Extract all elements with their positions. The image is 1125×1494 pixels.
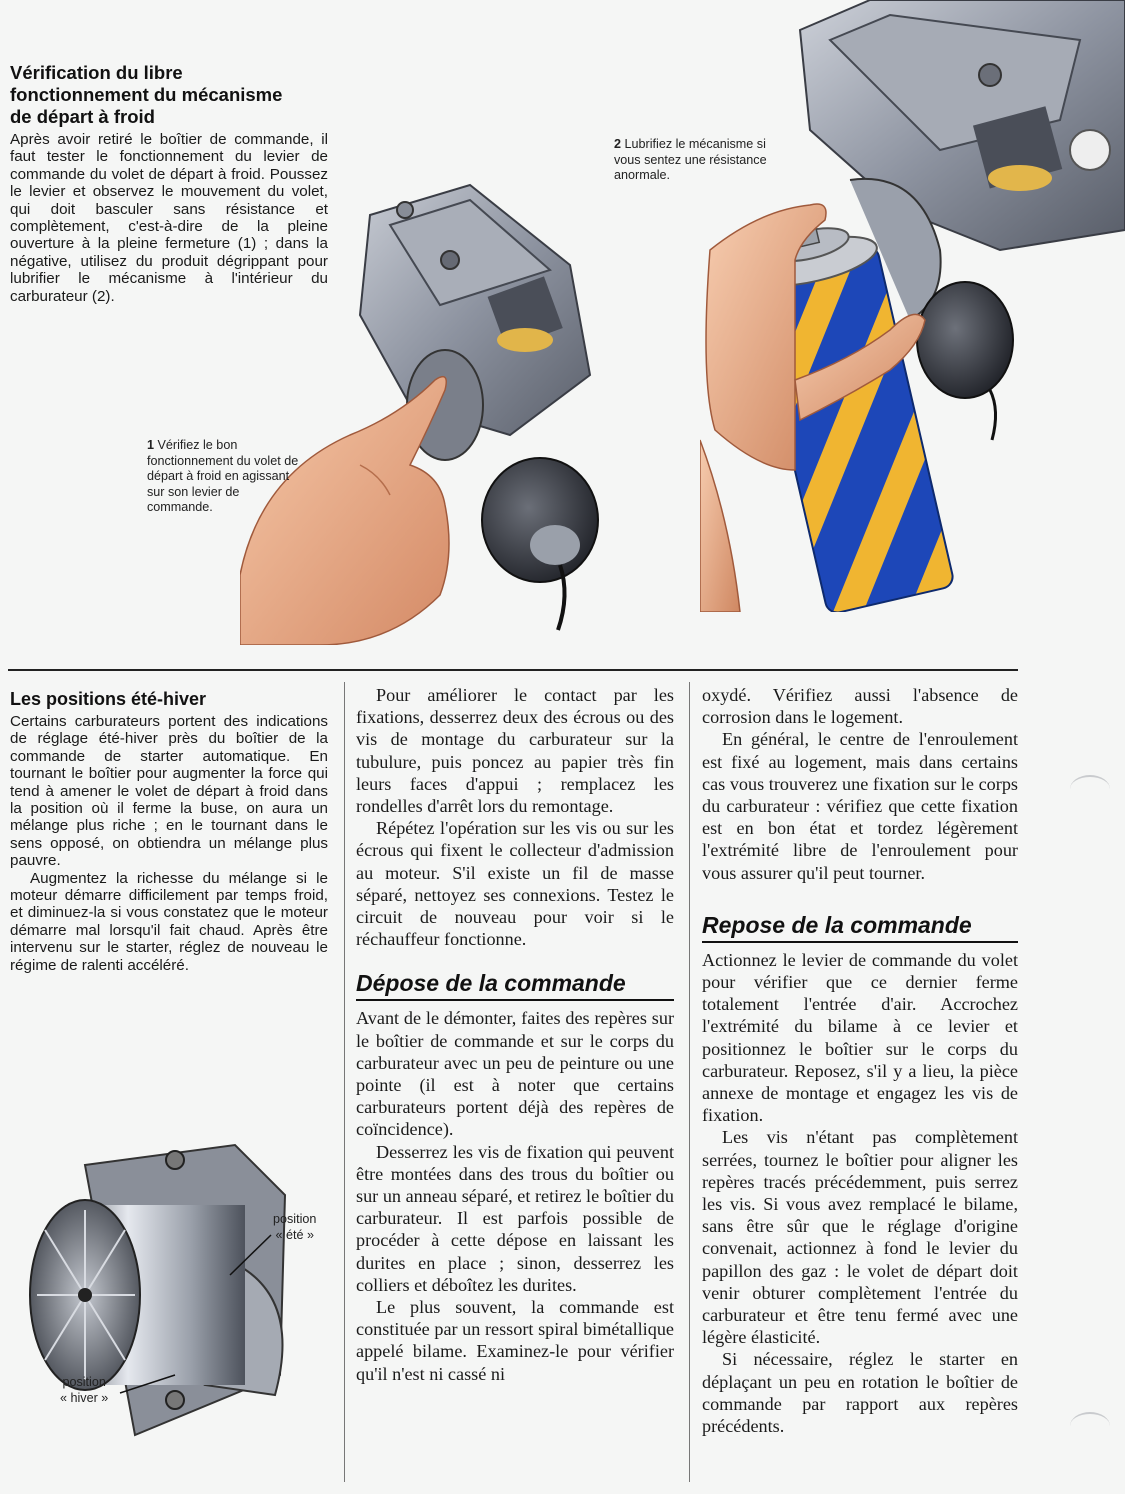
heading-depose: [356, 970, 674, 1001]
left-paragraph-2: Augmentez la richesse du mélange si le moteur démarre difficilement par temps froid, et diminuez-la si vous constatez que le moteur démarre mal lorsqu'il fait chaud. Après être intervenu sur le starter, réglez de nouveau le régime de ralenti accéléré.: [10, 869, 328, 974]
right-paragraph-1: oxydé. Vérifiez aussi l'absence de corrosion dans le logement.: [702, 685, 1018, 728]
label-ete-line-2: « été »: [275, 1227, 314, 1242]
label-position-ete: [273, 1212, 316, 1243]
middle-paragraph-5: Le plus souvent, la commande est constituée par un ressort spiral bimétallique appelé bilame. Examinez-le pour vérifier qu'il n'est ni cassé ni: [356, 1297, 674, 1384]
right-paragraph-3: Actionnez le levier de commande du volet pour vérifier que ce dernier ferme totalement l'entrée d'air. Accrochez l'extrémité du bilame à ce levier et positionnez le boîtier sur le corps du carburateur. Reposez, s'il y a lieu, la pièce annexe de montage et engagez les vis de fixation.: [702, 949, 1018, 1126]
binder-hole-upper: [1070, 775, 1110, 803]
section-title-summer-winter: Les positions été-hiver: [10, 689, 207, 709]
illustration-finger-lever: [240, 175, 630, 645]
middle-column: [356, 684, 674, 1385]
label-position-hiver: [60, 1375, 108, 1406]
left-paragraph-1: Certains carburateurs portent des indications de réglage été-hiver près du boîtier de la commande de starter automatique. En tournant le boîtier pour augmenter la force qui tend à amener le volet de départ à froid dans la position où il ferme la buse, on aura un mélange plus riche ; en le tournant dans le sens opposé, on obtiendra un mélange plus pauvre.: [10, 713, 328, 870]
intro-paragraph: Après avoir retiré le boîtier de commande, il faut tester le fonctionnement du levier de commande du volet de départ à froid. Poussez le levier et observez le mouvement du volet, qui doit basculer sans résistance et complètement, c'est-à-dire de la pleine ouverture à la pleine fermeture (1) ; dans la négative, utilisez du produit dégrippant pour lubrifier le mécanisme à l'intérieur du carburateur (2).: [10, 131, 328, 305]
title-line-2: fonctionnement du mécanisme: [10, 84, 283, 105]
middle-paragraph-4: Desserrez les vis de fixation qui peuvent être montées dans des trous du boîtier ou sur un anneau séparé, et retirez le boîtier du carburateur. Il est parfois possible de procéder à cette dépose en laissant les durites en place ; sinon, desserrez les colliers et déboîtez les durites.: [356, 1141, 674, 1295]
label-hiver-line-1: position: [62, 1375, 106, 1389]
right-paragraph-5: Si nécessaire, réglez le starter en déplaçant un peu en rotation le boîtier de commande par rapport aux repères précédents.: [702, 1349, 1018, 1437]
caption-2-text: Lubrifiez le mécanisme si vous sentez une résistance anormale.: [614, 137, 767, 183]
section-divider: [8, 669, 1018, 671]
heading-repose-text: Repose de la commande: [702, 912, 1018, 943]
title-line-1: Vérification du libre: [10, 62, 183, 83]
illustration-spray-can: [700, 0, 1125, 612]
right-column: [702, 684, 1018, 1437]
caption-1: [147, 438, 307, 516]
right-paragraph-2: En général, le centre de l'enroulement est fixé au logement, mais dans certains cas vous trouverez une fixation sur le corps du carburateur : vérifiez que cette fixation est en bon état et tordez légèrement l'extrémité libre de l'enroulement pour vous assurer qu'il peut tourner.: [702, 729, 1018, 883]
heading-depose-text: Dépose de la commande: [356, 970, 674, 1001]
middle-paragraph-2: Répétez l'opération sur les vis ou sur les écrous qui fixent le collecteur d'admission au moteur. S'il existe un fil de masse séparé, nettoyez ses connexions. Testez le circuit de nouveau pour voir si le réchauffeur fonctionne.: [356, 818, 674, 950]
middle-paragraph-3: Avant de le démonter, faites des repères sur le boîtier de commande et sur le corps du carburateur avec un peu de peinture ou une pointe (il est à noter que certains carburateurs portent déjà des repères de coïncidence).: [356, 1008, 674, 1140]
column-separator-1: [344, 682, 345, 1482]
middle-paragraph-1: Pour améliorer le contact par les fixations, desserrez deux des écrous ou des vis de montage du carburateur sur la tubulure, puis poncez au papier très fin leurs faces d'appui ; remplacez les rondelles d'arrêt lors du remontage.: [356, 685, 674, 817]
heading-repose: [702, 912, 1018, 943]
section-title-cold-start: [10, 62, 328, 128]
title-line-3: de départ à froid: [10, 106, 155, 127]
caption-2-number: 2: [614, 137, 622, 151]
caption-1-text: Vérifiez le bon fonctionnement du volet de départ à froid en agissant sur son levier de commande.: [147, 438, 299, 515]
left-column: [10, 688, 328, 974]
caption-1-number: 1: [147, 438, 155, 452]
right-paragraph-4: Les vis n'étant pas complètement serrées, tournez le boîtier pour aligner les repères tracés précédemment, puis serrez les vis. Si vous avez remplacé le bilame, sans être sûr que le réglage d'origine convenait, actionnez à fond le levier du papillon des gaz : le volet de départ doit venir obturer complètement l'entrée du carburateur et être tenu fermé avec une légère élasticité.: [702, 1127, 1018, 1348]
binder-hole-lower: [1070, 1412, 1110, 1440]
column-separator-2: [689, 682, 690, 1482]
label-hiver-line-2: « hiver »: [60, 1390, 109, 1405]
label-ete-line-1: position: [273, 1212, 317, 1226]
caption-2: [614, 137, 774, 184]
